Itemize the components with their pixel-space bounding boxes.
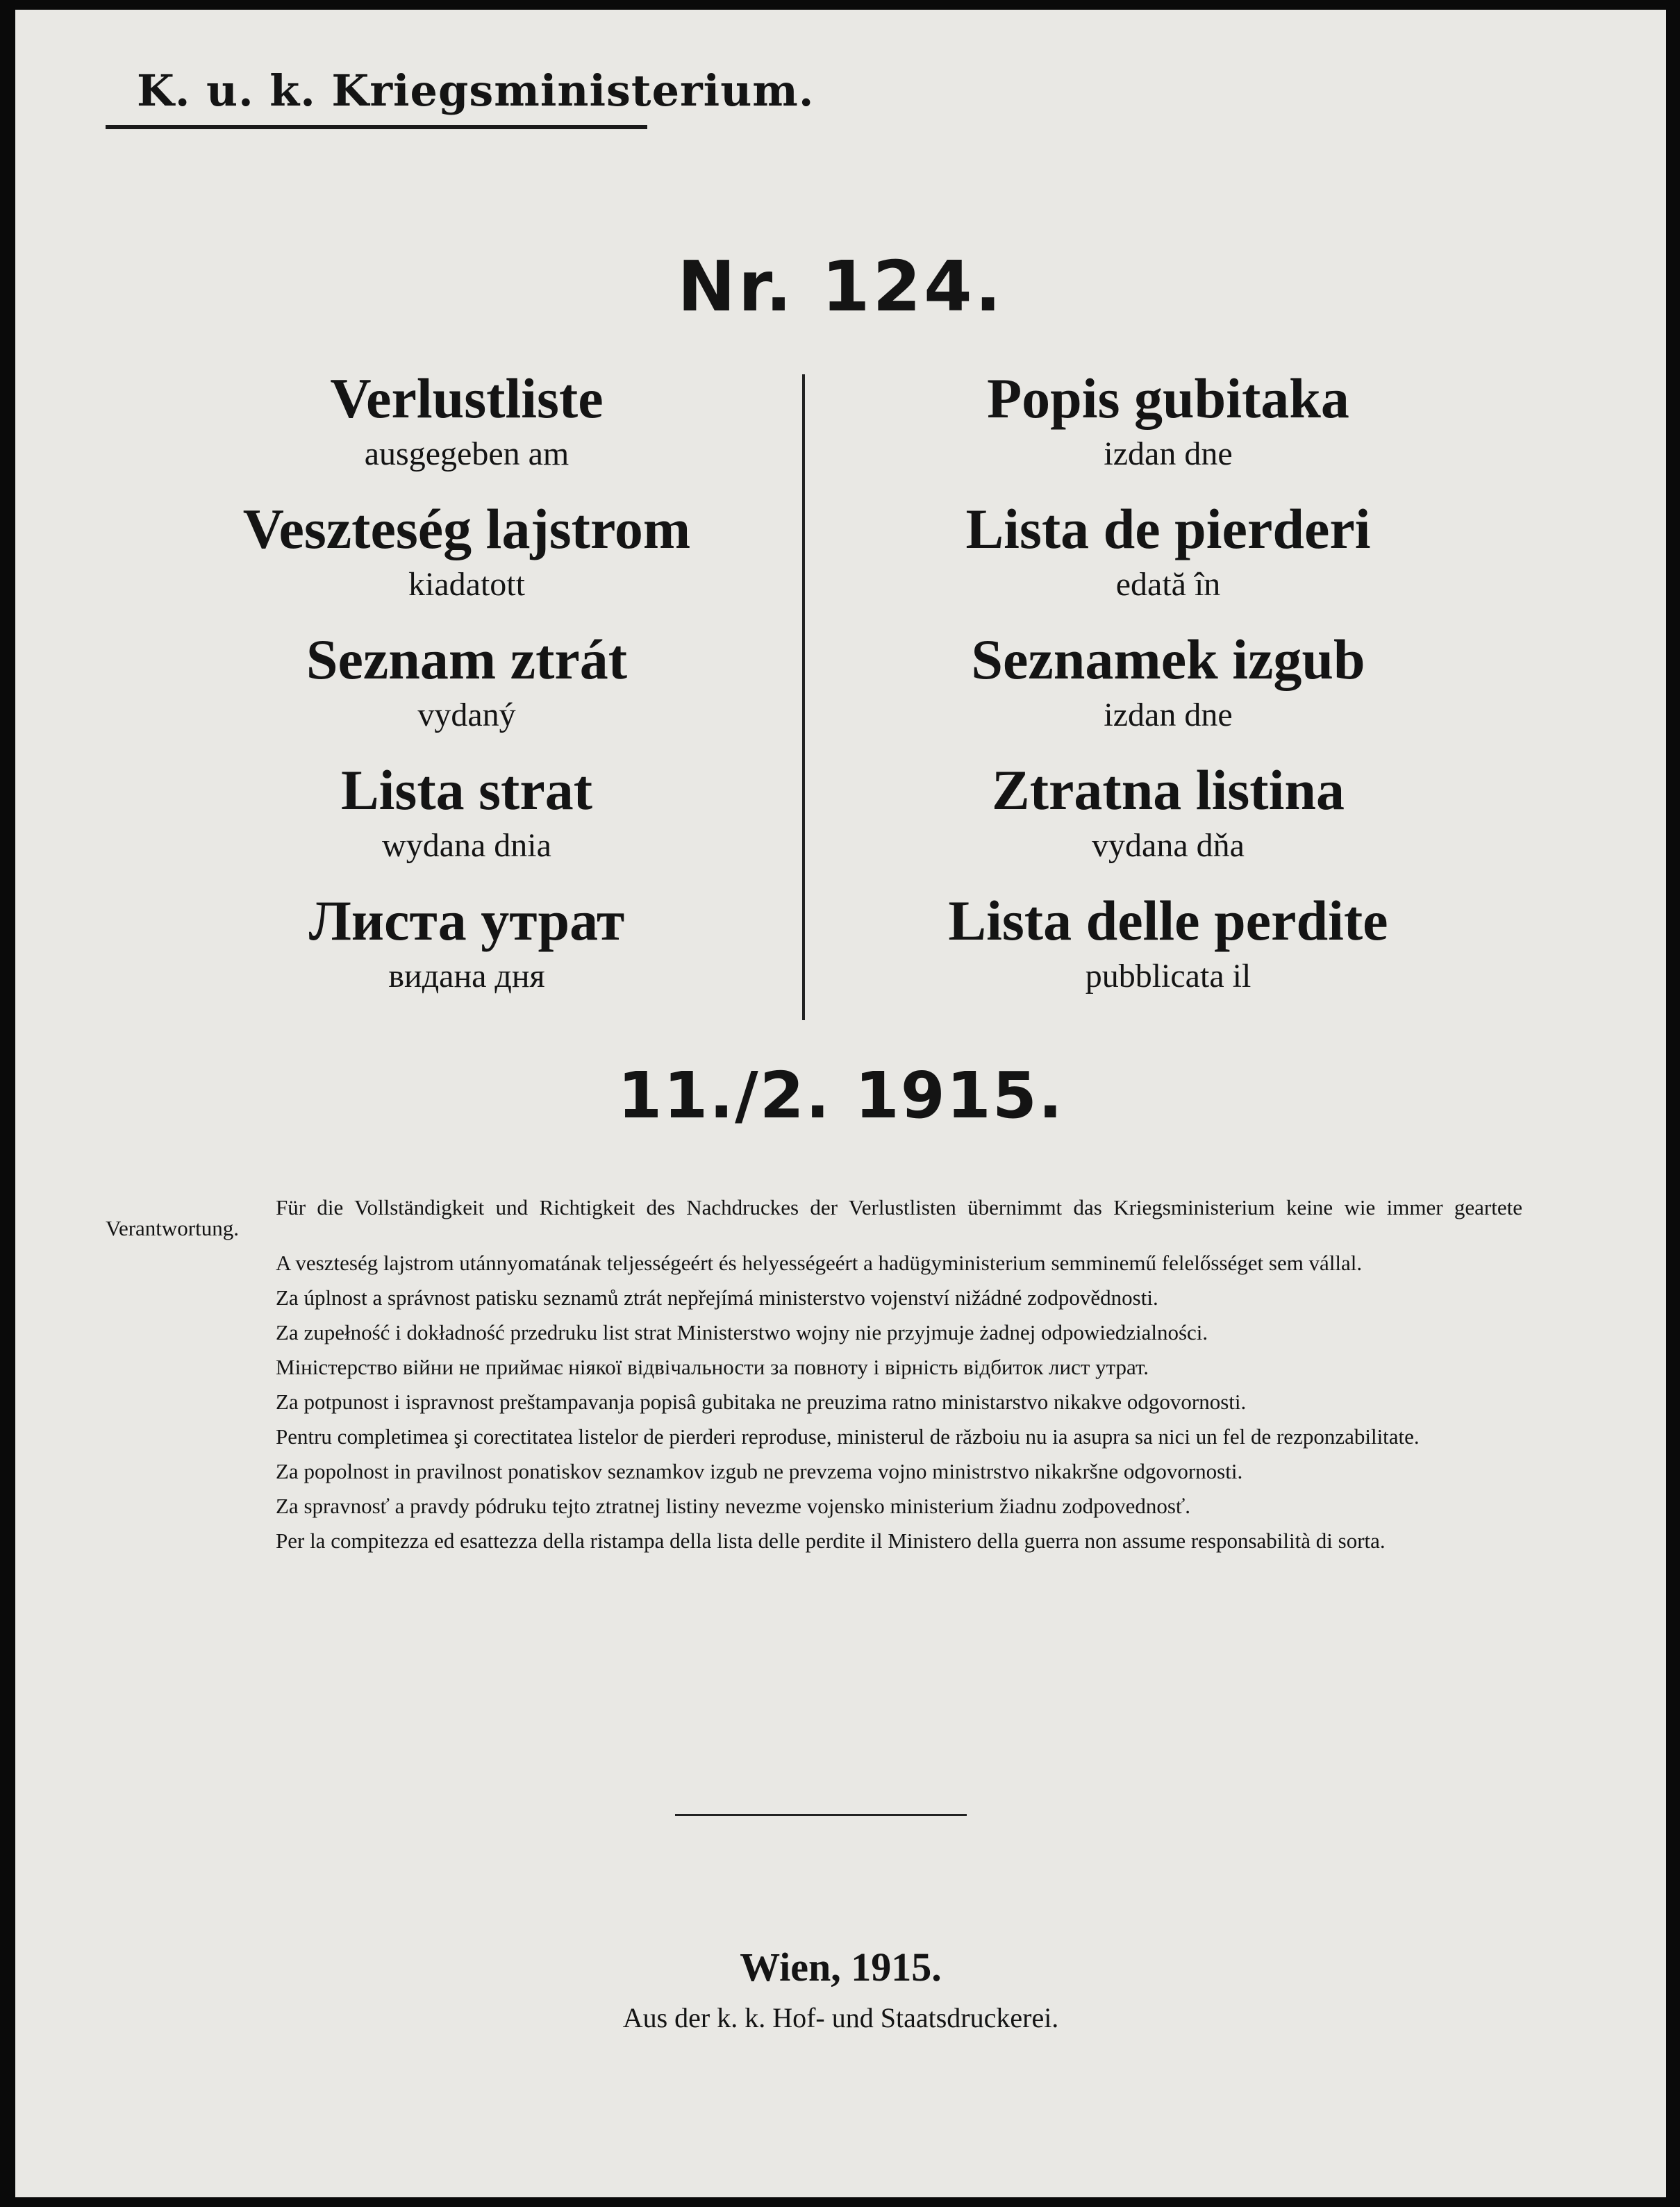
disclaimer-paragraph: Міністерство війни не приймає ніякої відвічальности за повноту і вірність відбиток лист утрат. bbox=[276, 1355, 1149, 1379]
subtitle: izdan dne bbox=[1104, 435, 1233, 472]
subtitle: kiadatott bbox=[408, 566, 525, 603]
imprint-printer: Aus der k. k. Hof- und Staatsdruckerei. bbox=[622, 2002, 1059, 2033]
disclaimer-paragraph: Für die Vollständigkeit und Richtigkeit des Nachdruckes der Verlustlisten übernimmt das Kriegsministerium keine wie immer geartete Verantwortung. bbox=[106, 1195, 1522, 1240]
header-rule bbox=[106, 125, 647, 129]
disclaimer-paragraph: Za zupełność i dokładność przedruku list strat Ministerstwo wojny nie przyjmuje żadnej odpowiedzialności. bbox=[276, 1320, 1208, 1344]
title-block-slovene bbox=[821, 625, 1515, 756]
title: Seznamek izgub bbox=[971, 628, 1365, 691]
title-block-ukrainian bbox=[119, 886, 814, 1017]
title-block-german bbox=[119, 364, 814, 494]
title-block-croatian bbox=[821, 364, 1515, 494]
subtitle: vydana dňa bbox=[1092, 827, 1245, 864]
title: Lista de pierderi bbox=[965, 497, 1371, 560]
left-title-column bbox=[119, 364, 814, 1017]
imprint-place: Wien, 1915. bbox=[740, 1944, 942, 1990]
disclaimer-paragraph: Za úplnost a správnost patisku seznamů ztrát nepřejímá ministerstvo vojenství nižádné zodpovědnosti. bbox=[276, 1285, 1158, 1310]
subtitle: pubblicata il bbox=[1085, 958, 1251, 994]
title-block-slovak bbox=[821, 756, 1515, 886]
title: Veszteség lajstrom bbox=[242, 497, 691, 560]
list-number: Nr. 124. bbox=[677, 246, 1004, 327]
column-divider bbox=[802, 374, 805, 1020]
title: Ztratna listina bbox=[992, 758, 1345, 822]
issue-date: 11./2. 1915. bbox=[617, 1058, 1064, 1133]
title: Листа утрат bbox=[308, 889, 625, 952]
title-block-hungarian bbox=[119, 494, 814, 625]
disclaimer-paragraph: A veszteség lajstrom utánnyomatának teljességeért és helyességeért a hadügyministerium semminemű felelősséget sem vállal. bbox=[276, 1251, 1363, 1275]
title: Popis gubitaka bbox=[987, 367, 1349, 430]
subtitle: видана дня bbox=[388, 958, 545, 994]
title: Seznam ztrát bbox=[306, 628, 628, 691]
title-block-czech bbox=[119, 625, 814, 756]
subtitle: wydana dnia bbox=[382, 827, 551, 864]
subtitle: izdan dne bbox=[1104, 697, 1233, 733]
title-block-polish bbox=[119, 756, 814, 886]
section-divider-rule bbox=[675, 1814, 967, 1816]
disclaimer-paragraph: Za potpunost i ispravnost preštampavanja popisâ gubitaka ne preuzima ratno ministarstvo nikakve odgovornosti. bbox=[276, 1390, 1247, 1414]
disclaimer-paragraph: Za spravnosť a pravdy pódruku tejto ztratnej listiny nevezme vojensko ministerium žiadnu zodpovednosť. bbox=[276, 1494, 1190, 1518]
right-title-column bbox=[821, 364, 1515, 1017]
title: Lista strat bbox=[340, 758, 593, 822]
disclaimer-paragraph: Per la compitezza ed esattezza della ristampa della lista delle perdite il Ministero della guerra non assume responsabilità di sorta. bbox=[276, 1529, 1386, 1553]
document-page bbox=[15, 10, 1666, 2197]
subtitle: vydaný bbox=[417, 697, 516, 733]
title: Lista delle perdite bbox=[948, 889, 1388, 952]
ministry-header: K. u. k. Kriegsministerium. bbox=[137, 65, 815, 116]
disclaimer-paragraph: Pentru completimea şi corectitatea listelor de pierderi reproduse, ministerul de războiu nu ia asupra sa nici un fel de rezponzabilitate. bbox=[276, 1424, 1420, 1449]
title-block-italian bbox=[821, 886, 1515, 1017]
disclaimer-section bbox=[106, 1197, 1522, 1565]
title-block-romanian bbox=[821, 494, 1515, 625]
subtitle: edată în bbox=[1115, 566, 1221, 603]
title: Verlustliste bbox=[330, 367, 604, 430]
disclaimer-paragraph: Za popolnost in pravilnost ponatiskov seznamkov izgub ne prevzema vojno ministrstvo nikakršne odgovornosti. bbox=[276, 1459, 1243, 1483]
subtitle: ausgegeben am bbox=[364, 435, 569, 472]
